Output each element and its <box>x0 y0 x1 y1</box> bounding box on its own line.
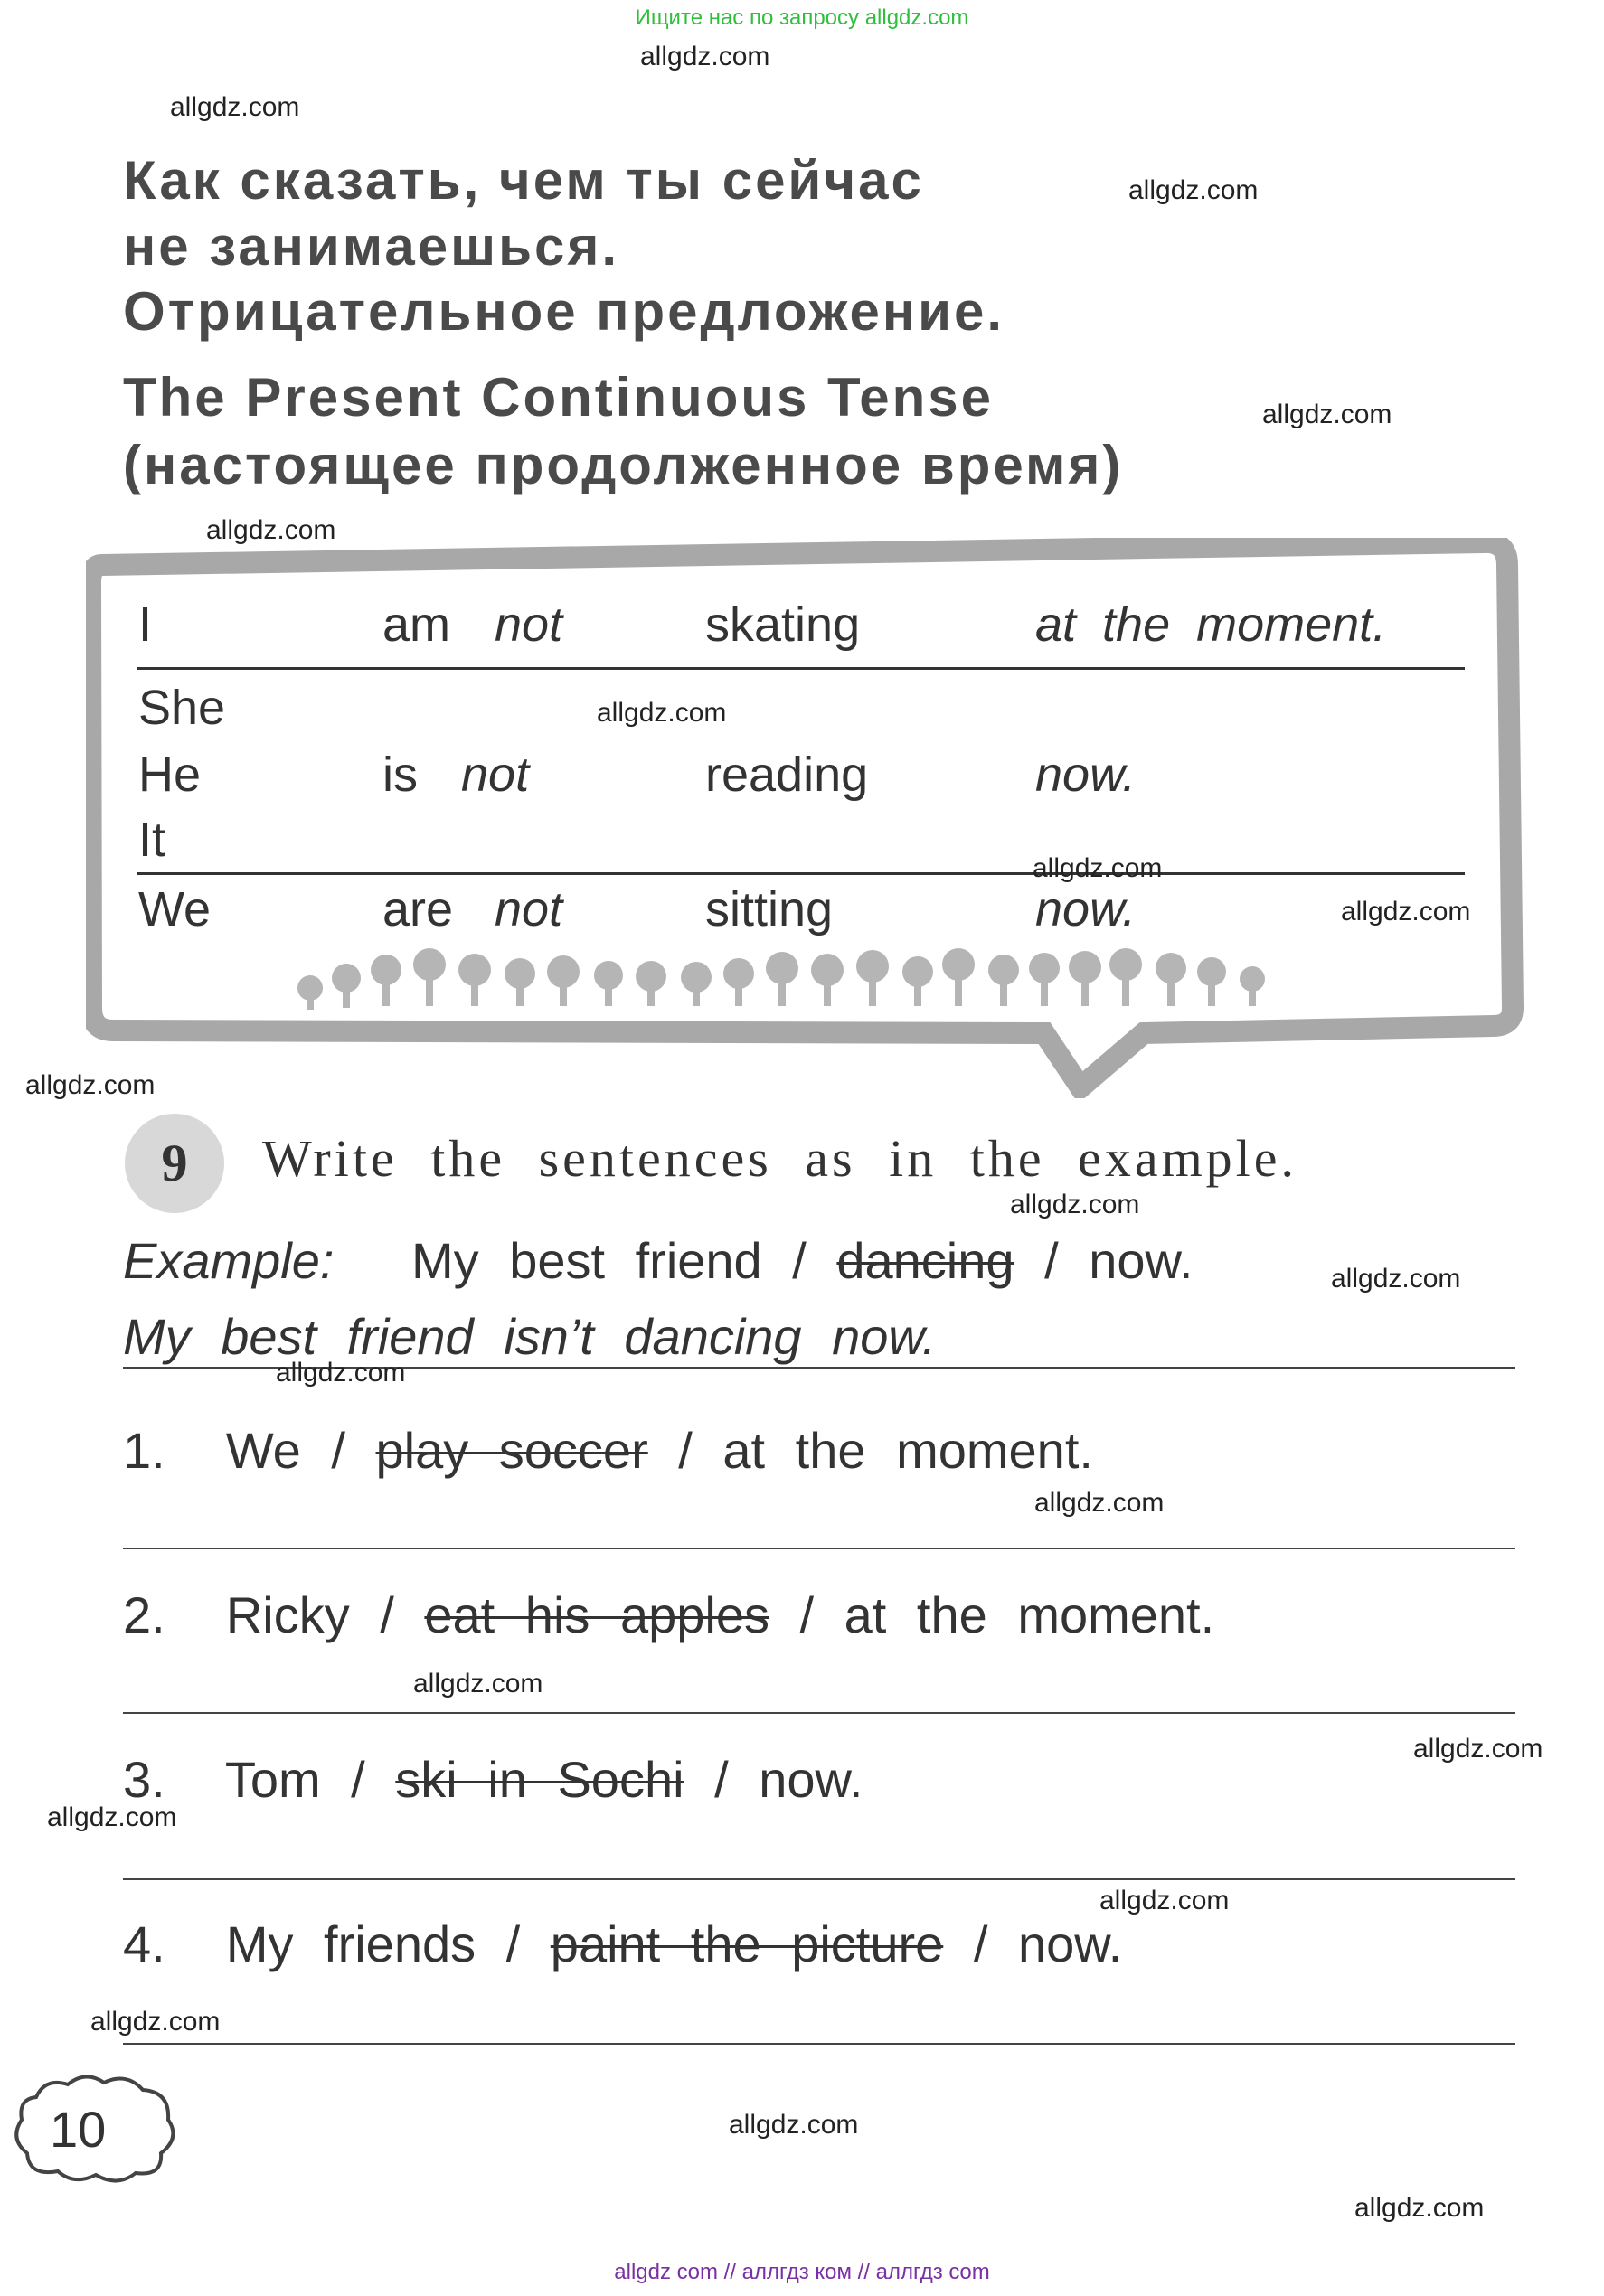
heading-line-5: (настоящее продолженное время) <box>123 435 1124 495</box>
page-number: 10 <box>50 2101 107 2158</box>
heading-line-1: Как сказать, чем ты сейчас <box>123 150 924 211</box>
item-prompt-end: / now. <box>973 1915 1123 1972</box>
table-subject: I <box>138 598 153 652</box>
heading-line-3: Отрицательное предложение. <box>123 281 1005 342</box>
watermark: allgdz.com <box>90 2007 221 2037</box>
table-verb: sitting <box>705 882 834 936</box>
task-title: Write the sentences as in the example. <box>262 1129 1298 1188</box>
table-time: now. <box>1035 882 1137 936</box>
table-aux: is <box>382 748 418 802</box>
item-number: 4. <box>123 1915 165 1972</box>
watermark: allgdz.com <box>1099 1886 1230 1915</box>
table-subject: He <box>138 748 202 802</box>
table-time: at the moment. <box>1035 598 1387 652</box>
task-number: 9 <box>161 1134 188 1192</box>
example-answer: My best friend isn’t dancing now. <box>123 1308 937 1365</box>
watermark: allgdz.com <box>1010 1190 1140 1219</box>
watermark: allgdz.com <box>47 1802 177 1832</box>
watermark: allgdz.com <box>206 515 336 545</box>
item-struck-phrase: ski in Sochi <box>395 1751 684 1808</box>
item-struck-phrase: paint the picture <box>550 1915 944 1972</box>
watermark: allgdz.com <box>276 1358 406 1388</box>
table-divider <box>137 667 1465 670</box>
watermark: allgdz.com <box>1262 400 1392 429</box>
table-subject: She <box>138 681 226 735</box>
exercise-item <box>123 1421 1093 1480</box>
watermark: allgdz.com <box>640 42 770 71</box>
answer-line[interactable] <box>123 2043 1515 2045</box>
item-prompt-end: / now. <box>714 1751 863 1808</box>
example-prompt-end: / now. <box>1044 1232 1194 1289</box>
table-time: now. <box>1035 748 1137 802</box>
item-number: 2. <box>123 1586 165 1643</box>
exercise-item <box>123 1750 863 1809</box>
footer-links[interactable]: allgdz com // аллгдз ком // аллгдз com <box>614 2260 990 2284</box>
answer-line[interactable] <box>123 1712 1515 1714</box>
watermark: allgdz.com <box>1128 175 1259 205</box>
table-verb: reading <box>705 748 869 802</box>
item-number: 3. <box>123 1751 165 1808</box>
table-neg: not <box>495 598 563 652</box>
watermark: allgdz.com <box>1354 2193 1485 2223</box>
watermark: allgdz.com <box>597 698 727 728</box>
answer-line[interactable] <box>123 1878 1515 1880</box>
table-aux: are <box>382 882 454 936</box>
table-divider <box>137 872 1465 875</box>
item-prompt: My friends / <box>225 1915 521 1972</box>
watermark: allgdz.com <box>1341 897 1471 927</box>
item-prompt: Tom / <box>224 1751 365 1808</box>
table-subject: It <box>138 813 166 867</box>
item-struck-phrase: play soccer <box>375 1422 648 1479</box>
item-number: 1. <box>123 1422 165 1479</box>
table-neg: not <box>495 882 563 936</box>
top-banner[interactable]: Ищите нас по запросу allgdz.com <box>635 5 969 30</box>
watermark: allgdz.com <box>1331 1264 1461 1294</box>
watermark: allgdz.com <box>729 2110 859 2140</box>
item-prompt: We / <box>225 1422 345 1479</box>
watermark: allgdz.com <box>413 1669 543 1698</box>
table-verb: skating <box>705 598 861 652</box>
table-subject: We <box>138 882 212 936</box>
item-prompt-end: / at the moment. <box>799 1586 1215 1643</box>
watermark: allgdz.com <box>1033 853 1163 883</box>
heading-line-4: The Present Continuous Tense <box>123 367 994 428</box>
example-prompt: My best friend / <box>411 1232 807 1289</box>
item-prompt-end: / at the moment. <box>678 1422 1093 1479</box>
exercise-item <box>123 1586 1214 1644</box>
exercise-item <box>123 1915 1122 1973</box>
table-aux: am <box>382 598 451 652</box>
watermark: allgdz.com <box>1034 1488 1165 1518</box>
watermark: allgdz.com <box>1413 1734 1543 1764</box>
watermark: allgdz.com <box>25 1070 156 1100</box>
example-label: Example: <box>123 1232 335 1289</box>
answer-line[interactable] <box>123 1548 1515 1549</box>
watermark: allgdz.com <box>170 92 300 122</box>
item-prompt: Ricky / <box>225 1586 394 1643</box>
item-struck-phrase: eat his apples <box>424 1586 769 1643</box>
table-neg: not <box>461 748 530 802</box>
heading-line-2: не занимаешься. <box>123 216 620 277</box>
example-struck-word: dancing <box>836 1232 1014 1289</box>
